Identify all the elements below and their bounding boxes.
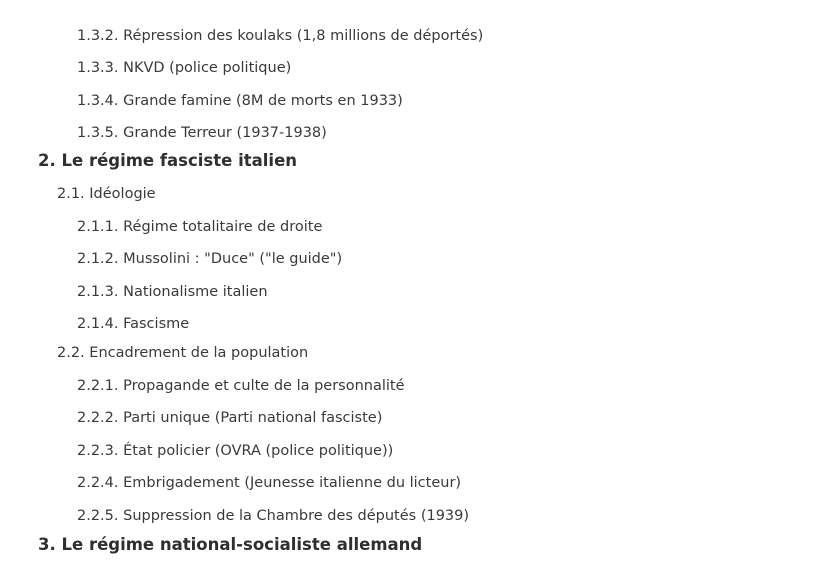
outline-item-2-2-4: 2.2.4. Embrigadement (Jeunesse italienne du licteur) bbox=[77, 475, 462, 491]
outline-item-1-3-3: 1.3.3. NKVD (police politique) bbox=[77, 60, 292, 76]
outline-item-2-2-5: 2.2.5. Suppression de la Chambre des députés (1939) bbox=[77, 508, 470, 524]
outline-item-2-1-3: 2.1.3. Nationalisme italien bbox=[77, 284, 268, 300]
subsection-heading-2-1: 2.1. Idéologie bbox=[57, 186, 156, 202]
outline-item-2-1-1: 2.1.1. Régime totalitaire de droite bbox=[77, 219, 323, 235]
outline-item-1-3-4: 1.3.4. Grande famine (8M de morts en 1933) bbox=[77, 93, 403, 109]
outline-item-1-3-5: 1.3.5. Grande Terreur (1937-1938) bbox=[77, 125, 327, 141]
subsection-heading-2-2: 2.2. Encadrement de la population bbox=[57, 345, 309, 361]
outline-item-1-3-2: 1.3.2. Répression des koulaks (1,8 millions de déportés) bbox=[77, 28, 484, 44]
outline-item-2-2-2: 2.2.2. Parti unique (Parti national fasciste) bbox=[77, 410, 383, 426]
outline-item-2-2-3: 2.2.3. État policier (OVRA (police politique)) bbox=[77, 443, 394, 459]
outline-item-2-1-2: 2.1.2. Mussolini : "Duce" ("le guide") bbox=[77, 251, 343, 267]
outline-item-2-2-1: 2.2.1. Propagande et culte de la personnalité bbox=[77, 378, 405, 394]
section-heading-2: 2. Le régime fasciste italien bbox=[38, 151, 298, 170]
outline-item-2-1-4: 2.1.4. Fascisme bbox=[77, 316, 190, 332]
section-heading-3: 3. Le régime national-socialiste allemand bbox=[38, 535, 423, 554]
